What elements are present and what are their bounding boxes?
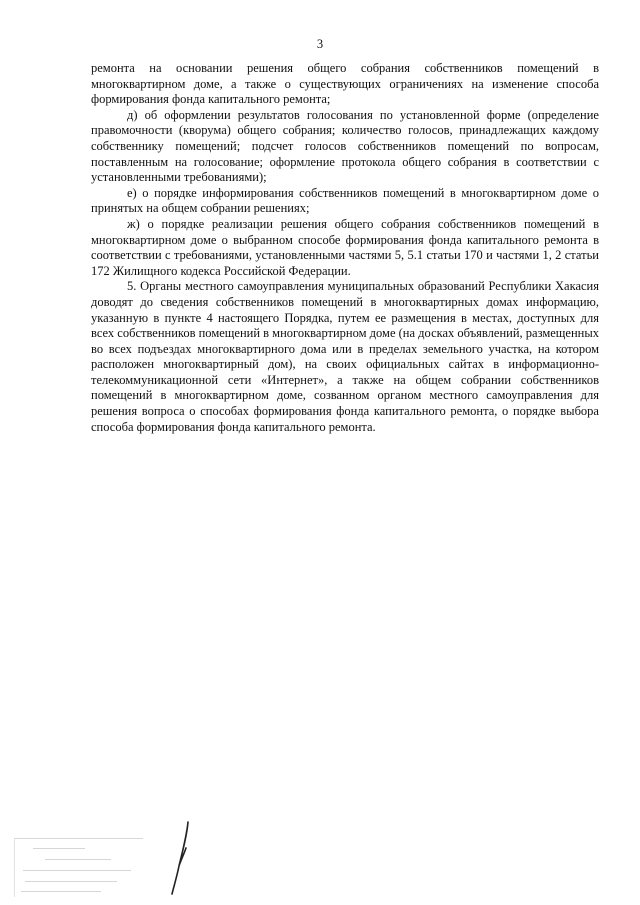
document-body — [91, 61, 599, 435]
paragraph-section-5: 5. Органы местного самоуправления муниципальных образований Республики Хакасия доводят до сведения собственников помещений в многоквартирных домах информацию, указанную в пункте 4 настоящего Порядка, путем ее размещения в местах, доступных для всех собственников помещений в многоквартирном доме (на досках объявлений, размещенных во всех подъездах многоквартирного дома или в пределах земельного участка, на котором расположен многоквартирный дом), на своих официальных сайтах в информационно-телекоммуникационной сети «Интернет», а также на общем собрании собственников помещений в многоквартирном доме, созванном органом местного самоуправления для решения вопроса о способах формирования фонда капитального ремонта, о порядке выбора способа формирования фонда капитального ремонта. — [91, 279, 599, 434]
page-number: 3 — [316, 37, 324, 51]
paragraph-continuation: ремонта на основании решения общего собрания собственников помещений в многоквартирном доме, а также о существующих ограничениях на изменение способа формирования фонда капитального ремонта; — [91, 61, 599, 107]
faded-stamp — [14, 838, 143, 897]
paragraph-item-zh: ж) о порядке реализации решения общего собрания собственников помещений в многоквартирном доме о выбранном способе формирования фонда капитального ремонта в соответствии с требованиями, установленными частями 5, 5.1 статьи 170 и частями 1, 2 статьи 172 Жилищного кодекса Российской Федерации. — [91, 216, 599, 278]
paragraph-item-e: е) о порядке информирования собственников помещений в многоквартирном доме о принятых на общем собрании решениях; — [91, 185, 599, 216]
signature-mark — [166, 820, 196, 896]
paragraph-item-d: д) об оформлении результатов голосования по установленной форме (определение правомочности (кворума) общего собрания; количество голосов, принадлежащих каждому собственнику помещений; подсчет голосов собственников помещений по вопросам, поставленным на голосование; оформление протокола общего собрания в соответствии с установленными требованиями); — [91, 107, 599, 185]
